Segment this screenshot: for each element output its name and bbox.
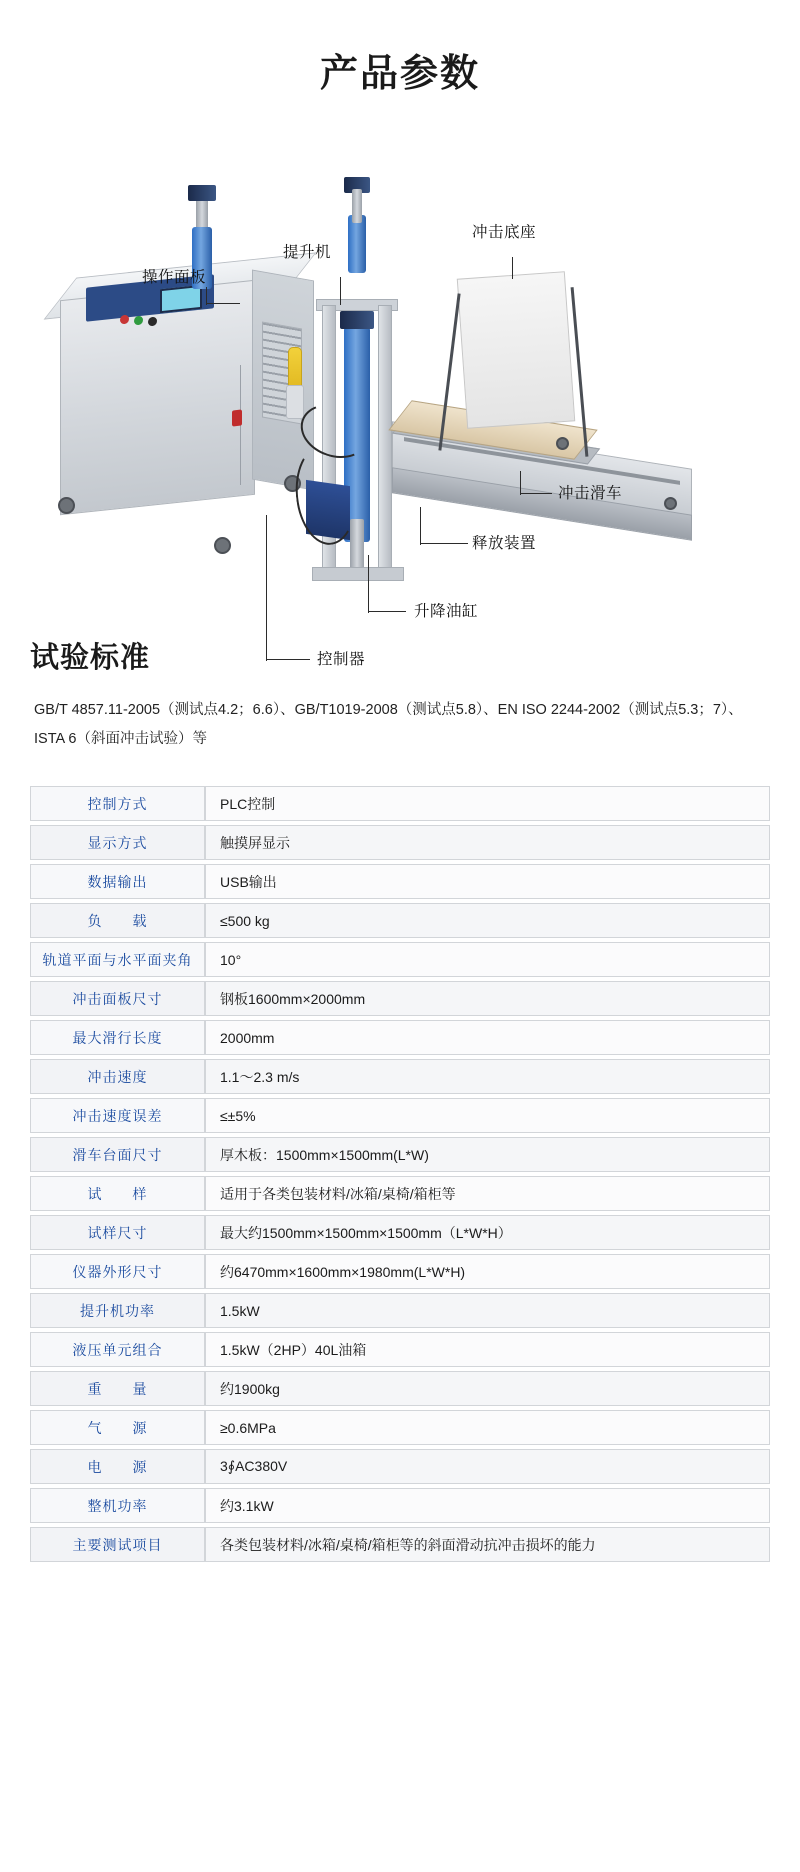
- caster-wheel: [214, 537, 231, 554]
- spec-value: ≥0.6MPa: [205, 1410, 770, 1445]
- spec-row: [30, 786, 770, 821]
- spec-row: [30, 942, 770, 977]
- standards-heading: 试验标准: [30, 642, 151, 674]
- spec-key: 冲击速度: [30, 1059, 205, 1094]
- leader-line: [520, 493, 552, 494]
- spec-row: [30, 825, 770, 860]
- top-cylinder-rod: [352, 189, 362, 223]
- spec-row: [30, 1488, 770, 1523]
- spec-table: [30, 782, 770, 1566]
- leader-line: [512, 257, 513, 279]
- track-wheel: [664, 497, 677, 510]
- spec-key: 提升机功率: [30, 1293, 205, 1328]
- spec-value: 触摸屏显示: [205, 825, 770, 860]
- top-cylinder: [348, 215, 366, 273]
- spec-key: 显示方式: [30, 825, 205, 860]
- spec-value: 3∮AC380V: [205, 1449, 770, 1484]
- spec-row: [30, 1176, 770, 1211]
- spec-key: 气 源: [30, 1410, 205, 1445]
- spec-key: 液压单元组合: [30, 1332, 205, 1367]
- spec-value: 厚木板：1500mm×1500mm(L*W): [205, 1137, 770, 1172]
- caster-wheel: [58, 497, 75, 514]
- spec-key: 轨道平面与水平面夹角: [30, 942, 205, 977]
- leader-line: [340, 277, 341, 305]
- spec-value: 约3.1kW: [205, 1488, 770, 1523]
- leader-line: [368, 611, 406, 612]
- spec-key: 负 载: [30, 903, 205, 938]
- callout-impact-base: 冲击底座: [472, 224, 537, 241]
- spec-row: [30, 864, 770, 899]
- spec-key: 最大滑行长度: [30, 1020, 205, 1055]
- spec-row: [30, 1254, 770, 1289]
- spec-row: [30, 1527, 770, 1562]
- spec-row: [30, 903, 770, 938]
- standards-text: GB/T 4857.11-2005（测试点4.2；6.6）、GB/T1019-2008（测试点5.8）、EN ISO 2244-2002（测试点5.3；7）、ISTA 6（斜面冲击试验）等: [34, 702, 743, 747]
- spec-row: [30, 1332, 770, 1367]
- lifter-column-right: [378, 305, 392, 570]
- spec-key: 整机功率: [30, 1488, 205, 1523]
- callout-controller: 控制器: [317, 651, 366, 668]
- leader-line: [420, 507, 421, 545]
- leader-line: [206, 303, 240, 304]
- cylinder-rod: [350, 519, 364, 571]
- spec-table-body: [30, 786, 770, 1562]
- spec-key: 数据输出: [30, 864, 205, 899]
- leader-line: [420, 543, 468, 544]
- cylinder-cap: [188, 185, 216, 201]
- leader-line: [368, 555, 369, 613]
- spec-value: 最大约1500mm×1500mm×1500mm（L*W*H）: [205, 1215, 770, 1250]
- callout-operation-panel: 操作面板: [142, 269, 207, 286]
- track-wheel: [556, 437, 569, 450]
- spec-row: [30, 981, 770, 1016]
- spec-key: 控制方式: [30, 786, 205, 821]
- callout-lifter: 提升机: [283, 244, 332, 261]
- callout-lift-cylinder: 升降油缸: [414, 603, 479, 620]
- spec-value: 约1900kg: [205, 1371, 770, 1406]
- spec-row: [30, 1449, 770, 1484]
- spec-row: [30, 1059, 770, 1094]
- spec-row: [30, 1410, 770, 1445]
- spec-row: [30, 1098, 770, 1133]
- spec-value: 2000mm: [205, 1020, 770, 1055]
- spec-row: [30, 1137, 770, 1172]
- leader-line: [266, 659, 310, 660]
- spec-value: 各类包装材料/冰箱/桌椅/箱柜等的斜面滑动抗冲击损坏的能力: [205, 1527, 770, 1562]
- lifter-base: [312, 567, 404, 581]
- spec-value: PLC控制: [205, 786, 770, 821]
- cylinder-head: [340, 311, 374, 329]
- handle-base: [286, 385, 304, 419]
- spec-value: USB输出: [205, 864, 770, 899]
- spec-key: 电 源: [30, 1449, 205, 1484]
- spec-value: 1.5kW（2HP）40L油箱: [205, 1332, 770, 1367]
- spec-key: 主要测试项目: [30, 1527, 205, 1562]
- spec-key: 试样尺寸: [30, 1215, 205, 1250]
- leader-line: [206, 287, 207, 305]
- spec-key: 滑车台面尺寸: [30, 1137, 205, 1172]
- callout-impact-sled: 冲击滑车: [558, 485, 623, 502]
- spec-value: 1.5kW: [205, 1293, 770, 1328]
- spec-row: [30, 1371, 770, 1406]
- spec-value: ≤±5%: [205, 1098, 770, 1133]
- spec-value: 钢板1600mm×2000mm: [205, 981, 770, 1016]
- impact-base-panel: [457, 271, 575, 429]
- spec-row: [30, 1215, 770, 1250]
- spec-key: 重 量: [30, 1371, 205, 1406]
- spec-row: [30, 1293, 770, 1328]
- spec-value: ≤500 kg: [205, 903, 770, 938]
- spec-key: 仪器外形尺寸: [30, 1254, 205, 1289]
- spec-value: 适用于各类包装材料/冰箱/桌椅/箱柜等: [205, 1176, 770, 1211]
- emergency-switch: [232, 409, 242, 426]
- page-title: 产品参数: [319, 53, 480, 95]
- spec-key: 冲击速度误差: [30, 1098, 205, 1133]
- spec-value: 1.1～2.3 m/s: [205, 1059, 770, 1094]
- spec-value: 10°: [205, 942, 770, 977]
- callout-release-device: 释放装置: [472, 535, 537, 552]
- leader-line: [266, 515, 267, 661]
- touch-screen: [160, 285, 202, 313]
- spec-row: [30, 1020, 770, 1055]
- spec-key: 试 样: [30, 1176, 205, 1211]
- spec-key: 冲击面板尺寸: [30, 981, 205, 1016]
- leader-line: [520, 471, 521, 495]
- spec-value: 约6470mm×1600mm×1980mm(L*W*H): [205, 1254, 770, 1289]
